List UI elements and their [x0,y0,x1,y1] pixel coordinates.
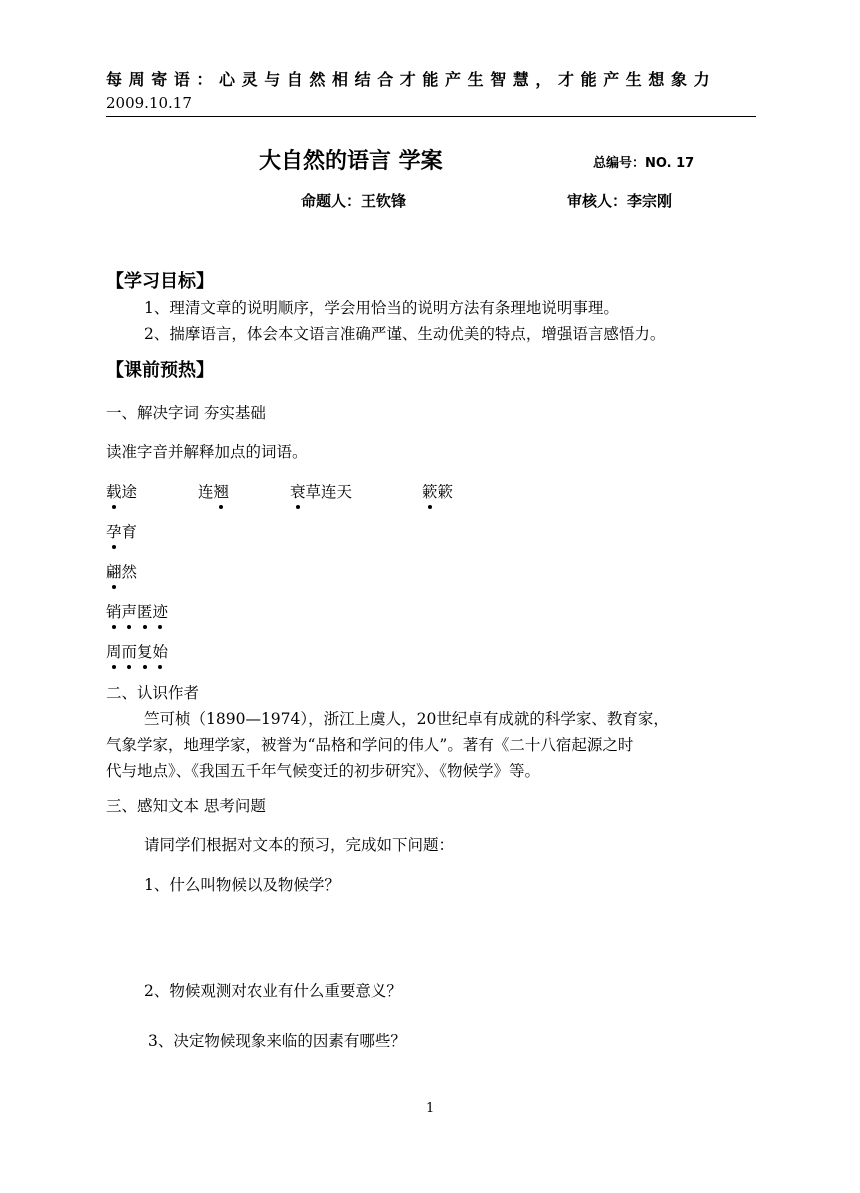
page-title: 大自然的语言 学案 [259,149,443,174]
reviewer-credit: 审核人：李宗刚 [567,192,673,210]
author-bio-line: 气象学家，地理学家，被誉为“品格和学问的伟人”。著有《二十八宿起源之时 [106,736,634,754]
vocab-item: 周 而 复 始 [106,640,168,662]
header-date: 2009.10.17 [106,94,192,112]
vocab-instruction: 读准字音并解释加点的词语。 [106,443,308,461]
preview-heading: 【课前预热】 [106,360,214,381]
part2-title: 二、认识作者 [106,684,200,702]
learning-goals-heading: 【学习目标】 [106,271,214,292]
part3-title: 三、感知文本 思考问题 [106,797,266,815]
weekly-motto: 每周寄语：心灵与自然相结合才能产生智慧，才能产生想象力 [106,70,717,89]
serial-number: 总编号：NO. 17 [593,156,695,171]
question-item: 2、物候观测对农业有什么重要意义？ [144,982,402,1000]
question-item: 3、决定物候现象来临的因素有哪些？ [148,1032,406,1050]
page-number: 1 [426,1101,435,1116]
vocab-item: 翩 然 [106,560,137,582]
header-divider [106,116,756,117]
vocab-item: 孕 育 [106,520,137,542]
vocab-item: 簌 簌 [422,480,453,502]
author-bio-line: 代与地点》、《我国五千年气候变迁的初步研究》、《物候学》等。 [106,762,541,780]
author-bio-line: 竺可桢（1890—1974），浙江上虞人，20世纪卓有成就的科学家、教育家， [144,710,669,728]
vocab-item: 连翘 [198,480,229,502]
goal-item: 1、理清文章的说明顺序，学会用恰当的说明方法有条理地说明事理。 [144,299,619,317]
goal-item: 2、揣摩语言，体会本文语言准确严谨、生动优美的特点，增强语言感悟力。 [144,325,666,343]
vocab-item: 载 途 [106,480,137,502]
author-credit: 命题人：王钦锋 [301,192,407,210]
part3-intro: 请同学们根据对文本的预习，完成如下问题： [144,836,455,854]
part1-title: 一、解决字词 夯实基础 [106,404,266,422]
question-item: 1、什么叫物候以及物候学？ [144,876,340,894]
vocab-item: 衰 草连天 [290,480,352,502]
vocab-item: 销 声 匿 迹 [106,600,168,622]
